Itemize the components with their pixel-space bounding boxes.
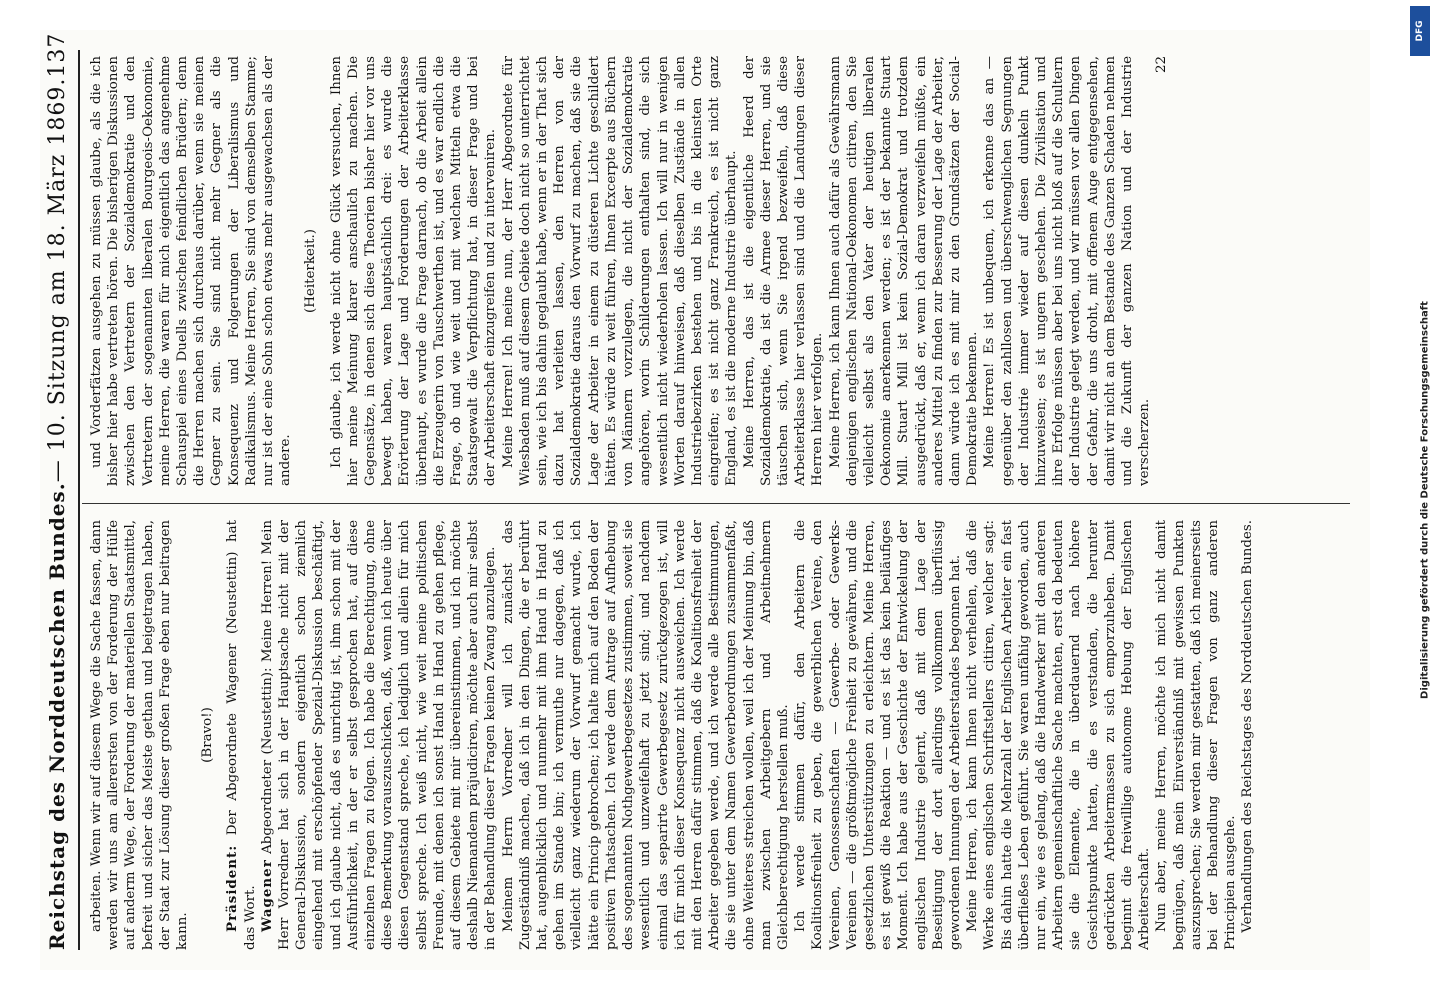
watermark-text: Digitalisierung gefördert durch die Deutsche Forschungsgemeinschaft xyxy=(1419,301,1431,699)
president-paragraph xyxy=(224,520,258,950)
footer-note: Verhandlungen des Reichstages des Norddeutschen Bundes. xyxy=(1240,520,1256,933)
laughter-note: (Heiterkeit.) xyxy=(303,229,319,313)
wagener-text: Abgeordneter (Neustettin): Meine Herren! Mein Herr Vorredner hat sich in der Hauptsache nicht mit der General-Diskussion, sondern eigentlich schon ziemlich eingehend mit erschöpfender Spezial-Diskussion beschäftigt, und ich glaube nicht, daß es unrichtig ist, ihm schon mit der Ausführlichkeit, in der er selbst gesprochen hat, auf diese einzelnen Fragen zu folgen. Ich habe die Berechtigung, ohne diese Bemerkung vorauszuschicken, daß, wenn ich heute über diesen Gegenstand spreche, ich lediglich und allein für mich selbst spreche. Ich weiß nicht, wie weit meine politischen Freunde, mit denen ich sonst Hand in Hand zu gehen pflege, auf diesem Gebiete mit mir übereinstimmen, und ich möchte deshalb Niemandem präjudiciren, möchte aber auch mir selbst in der Behandlung dieser Fragen keinen Zwang anzulegen. xyxy=(259,520,499,950)
header-session: — 10. Sitzung am 18. März 1869. xyxy=(44,77,70,483)
header-title: Reichstag des Norddeutschen Bundes. xyxy=(45,482,69,950)
page-number: 137 xyxy=(44,32,70,78)
header-rule xyxy=(78,50,80,950)
speaker-wagener: Wagener xyxy=(258,859,275,932)
dfg-watermark xyxy=(1406,0,1432,1000)
left-paragraph-4: Meine Herren, ich kann Ihnen nicht verhehlen, daß die Werke eines englischen Schriftstellers citiren, welcher sagt: Bis dahin hatte die Mehrzahl der Englischen Arbeiter ein fast überfließes Leben geführt. Sie waren unfähig geworden, auch nur ein, wie es gelang, daß die Handwerker mit den anderen Arbeitern gemeinschaftliche Sache machten, erst da bedeuten sie die Elemente, die in überdauernd nach höhere Gesichtspunkte hatten, die es verstanden, die herunter gedrückten Arbeitermassen zu sich emporzuheben. Damit beginnt die freiwillige autonome Hebung der Englischen Arbeiterschaft. xyxy=(965,520,1153,950)
left-paragraph-3: Ich werde stimmen dafür, den Arbeitern die Koalitionsfreiheit zu geben, die gewerblichen Vereine, den Vereinen, Genossenschaften — Gewerbe- oder Gewerks-Vereinen — die größtmögliche Freiheit zu gewähren, und die gesetzlichen Unterstützungen zu erleichtern. Meine Herren, es ist gewiß die Reaktion — und es ist das kein beiläufiges Moment. Ich habe aus der Geschichte der Entwickelung der englischen Industrie gelernt, daß mit dem Lage der Beseitigung der dort allerdings vollkommen überflüssig gewordenen Innungen der Arbeiterstandes begonnen hat. xyxy=(793,520,963,950)
right-paragraph-3: Meine Herren! Ich meine nun, der Herr Abgeordnete für Wiesbaden muß auf diesem Gebiete doch nicht so unterrichtet sein, wie ich bis dahin geglaubt habe, wenn er in der That sich dazu hat verleiten lassen, den Herren von der Sozialdemokratie daraus den Vorwurf zu machen, daß sie die Lage der Arbeiter in einem zu düsteren Lichte geschildert hätten. Es würde zu weit führen, Ihnen Excerpte aus Büchern von Männern vorzulegen, die nicht der Sozialdemokratie angehören, worin Schilderungen enthalten sind, die sich wesentlich nicht wiederholen lassen. Ich will nur in wenigen Worten darauf hinweisen, daß dieselben Zustände in allen Industriebezirken bestehen und bis in die kleinsten Orte eingreifen; es ist nicht ganz Frankreich, es ist nicht ganz England, es ist die moderne Industrie überhaupt. xyxy=(500,56,740,486)
right-column xyxy=(88,56,1350,486)
president-text: Der Abgeordnete Wagener (Neustettin) hat das Wort. xyxy=(225,520,258,950)
scanned-page xyxy=(40,30,1370,970)
column-divider xyxy=(82,503,1350,504)
rotated-page-content xyxy=(40,30,1370,970)
applause-note: (Bravo!) xyxy=(200,707,216,763)
left-paragraph-2: Meinem Herrn Vorredner will ich zunächst das Zugeständniß machen, daß ich in den Dingen, die er berührt hat, augenblicklich und nunmehr mit ihm Hand in Hand zu gehen im Stande bin; ich vermuthe nur dagegen, daß ich vielleicht ganz wiederum der Vorwurf gemacht wurde, ich hätte ein Princip gebrochen; ich halte mich auf den Boden der positiven Thatsachen. Ich werde dem Antrage auf Aufhebung des sogenannten Nothgewerbegesetzes zustimmen, soweit sie wesentlich und unzweifelhaft zu jetzt sind; und nachdem einmal das separirte Gewerbegesetz zurückgezogen ist, will ich für mich dieser Konsequenz nicht ausweichen. Ich werde mit den Herren dafür stimmen, daß die Koalitionsfreiheit der Arbeiter gegeben werde, und ich werde alle Bestimmungen, die sie unter dem Namen Gewerbeordnungen zusammenfaßt, ohne Weiteres streichen wollen, weil ich der Meinung bin, daß man zwischen Arbeitgebern und Arbeitnehmern Gleichberechtigung herstellen muß. xyxy=(500,520,791,950)
right-paragraph-6: Meine Herren! Es ist unbequem, ich erkenne das an — gegenüber den zahllosen und überschwenglichen Segnungen der Industrie immer wieder auf diesen dunkeln Punkt hinzuweisen; es ist ungern geschehen. Die Zivilisation und ihre Erfolge müssen aber bei uns nicht bloß auf die Schultern der Industrie gelegt werden, und wir müssen vor allen Dingen der Gefahr, die uns droht, mit offenem Auge entgegensehen, damit wir nicht an dem Bestande des Ganzen Schaden nehmen und die Zukunft der ganzen Nation und der Industrie verscherzen. xyxy=(982,56,1153,486)
signature-mark: 22 xyxy=(1154,56,1170,74)
dfg-logo: DFG xyxy=(1410,6,1430,56)
right-paragraph-4: Meine Herren, das ist die eigentliche Heerd der Sozialdemokratie, da ist die Armee dieser Herren, und sie täuschen sich, wenn Sie irgend bezweifeln, daß diese Arbeiterklasse hier verlassen sind und die Landungen dieser Herren hier verfolgen. xyxy=(741,56,826,486)
page-header xyxy=(40,32,74,950)
left-paragraph-5: Nun aber, meine Herren, möchte ich mich nicht damit begnügen, daß mein Einverständniß mit gewissen Punkten auszusprechen; Sie werden mir gestatten, daß ich meinerseits bei der Behandlung dieser Fragen von ganz anderen Principien ausgehe. xyxy=(1154,520,1239,950)
left-paragraph-1: arbeiten. Wenn wir auf diesem Wege die Sache fassen, dann werden wir uns am allerersten von der Forderung der Hülfe auf anderm Wege, der Forderung der materiellen Staatsmittel, befreit und sicher das Meiste gethan und beigetragen haben, der Staat zur Lösung dieser großen Frage eben nur beitragen kann. xyxy=(89,520,191,950)
right-paragraph-1: und Vorderfätzen ausgehen zu müssen glaube, als die ich bisher hier habe vertreten hören. Die bisherigen Diskussionen zwischen den Vertretern der Sozialdemokratie und den Vertretern der sogenannten liberalen Bourgeois-Oekonomie, meine Herren, die waren für mich eigentlich das angenehme Schauspiel eines Duells zwischen feindlichen Brüdern; denn die Herren machen sich durchaus darüber, wenn sie meinen Gegner zu sein. Sie sind nicht mehr Gegner als die Konsequenz und Folgerungen der Liberalismus und Radikalismus. Meine Herren, Sie sind von demselben Stamme; nur ist der eine Sohn schon etwas mehr ausgewachsen als der andere. xyxy=(89,56,294,486)
right-paragraph-5: Meine Herren, ich kann Ihnen auch dafür als Gewährsmann denjenigen englischen National-Oekonomen citiren, den Sie vielleicht selbst als den Vater der heutigen liberalen Oekonomie anerkennen werden; es ist der bekannte Stuart Mill. Stuart Mill ist kein Sozial-Demokrat und trotzdem ausgedrückt, daß er, wenn ich daran verzweifeln müßte, ein anderes Mittel zu finden zur Besserung der Lage der Arbeiter, dann würde ich es mit mir zu den Grundsätzen der Social-Demokratie bekennen. xyxy=(827,56,981,486)
right-paragraph-2: Ich glaube, ich werde nicht ohne Glück versuchen, Ihnen hier meine Meinung klarer anschaulich zu machen. Die Gegensätze, in denen sich diese Theorien bisher hier vor uns bewegt haben, waren hauptsächlich drei: es wurde die Erörterung der Lage und Forderungen der Arbeiterklasse überhaupt, es wurde die Frage darnach, ob die Arbeit allein die Erzeugerin von Tauschwerthen ist, und es war endlich die Frage, ob und wie weit und mit welchen Mitteln etwa die Staatsgewalt die Verpflichtung hat, in dieser Frage und bei der Arbeiterschaft einzugreifen und zu interveniren. xyxy=(328,56,499,486)
speaker-president: Präsident: xyxy=(224,844,241,932)
left-column xyxy=(88,520,1350,950)
wagener-paragraph xyxy=(259,520,500,950)
